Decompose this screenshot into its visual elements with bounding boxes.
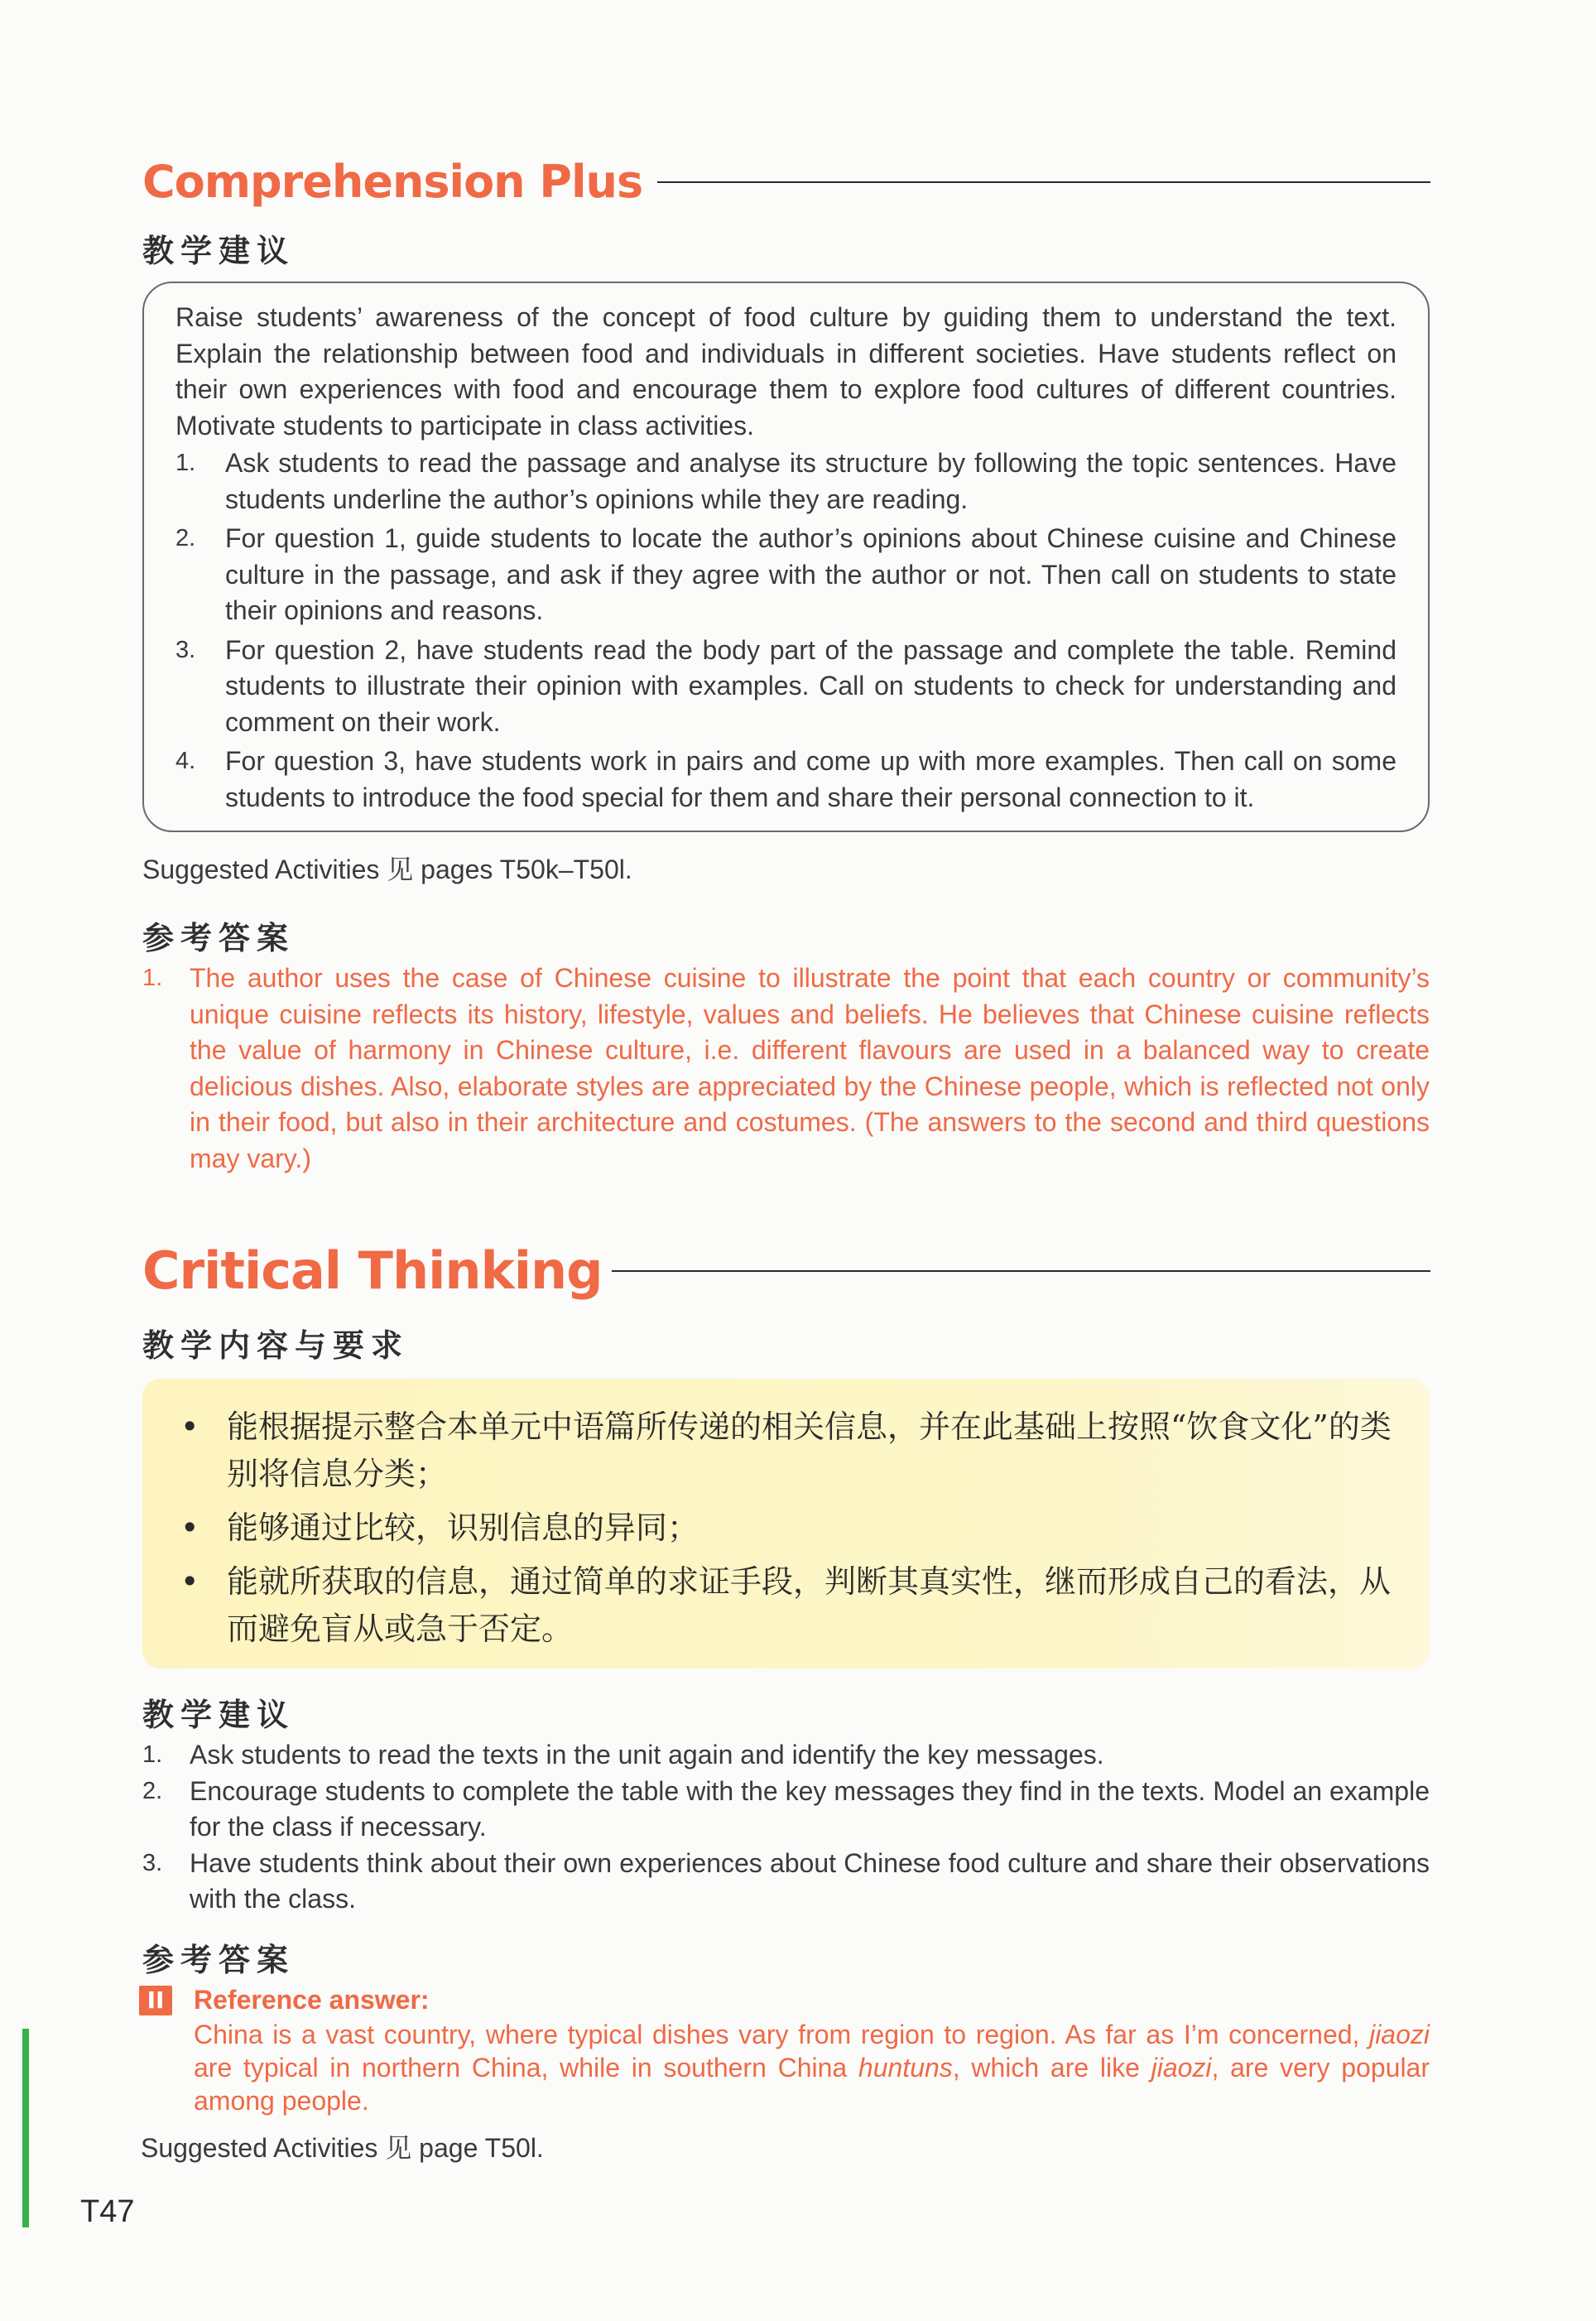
step-item: 2. Encourage students to complete the table with the key messages they find in the texts. Model an example for the class if necessary. [142, 1775, 1430, 1842]
critical-thinking-header [142, 1240, 1430, 1301]
requirement-item: • 能够通过比较，识别信息的异同； [180, 1510, 699, 1546]
margin-tab-marker [22, 2029, 29, 2227]
intro-paragraph: Raise students’ awareness of the concept of food culture by guiding them to understand the text. Explain the relationship between food and individuals in different societies. Have students reflect on their own experiences with food and encourage them to explore food cultures of different countries. Motivate students to participate in class activities. [175, 302, 1396, 441]
reference-answer [142, 961, 1430, 1177]
requirement-item: • 能就所获取的信息，通过简单的求证手段，判断其真实性，继而形成自己的看法，从而避免盲从或急于否定。 [180, 1563, 1392, 1647]
reference-answer-header [139, 1985, 430, 2015]
section-two-icon: II [139, 1986, 172, 2015]
reference-answers-heading-2: 参考答案 [142, 1942, 296, 1978]
suggested-activities: Suggested Activities 见 pages T50k–T50l. [142, 855, 632, 884]
step-item: 1. Ask students to read the passage and analyse its structure by following the topic sentences. Have students underline the author’s opinions while they are reading. [175, 448, 1396, 514]
step-item: 3. Have students think about their own experiences about Chinese food culture and share their observations with the class. [142, 1847, 1430, 1914]
reference-answer-label: Reference answer: [194, 1985, 430, 2015]
content-requirements-heading: 教学内容与要求 [142, 1327, 410, 1364]
requirement-item: • 能根据提示整合本单元中语篇所传递的相关信息，并在此基础上按照“饮食文化”的类别将信息分类； [180, 1408, 1392, 1492]
answer-text: The author uses the case of Chinese cuisine to illustrate the point that each country or community’s unique cuisine reflects its history, lifestyle, values and beliefs. He believes that Chinese cuisine reflects the value of harmony in Chinese culture, i.e. different flavours are used in a balanced way to create delicious dishes. Also, elaborate styles are appreciated by the Chinese people, which is reflected not only in their food, but also in their architecture and costumes. (The answers to the second and third questions may vary.) [190, 963, 1430, 1173]
requirements-list [175, 1404, 1396, 1653]
teaching-suggestions-box [142, 282, 1430, 832]
comprehension-header [142, 156, 1430, 208]
suggested-activities-2: Suggested Activities 见 page T50l. [141, 2133, 544, 2163]
reference-answer-text: China is a vast country, where typical dishes vary from region to region. As far as I’m concerned, jiaozi are typical in northern China, while in southern China huntuns, which are like jiaozi, are very popular among people. [194, 2020, 1430, 2116]
steps-list [175, 445, 1396, 816]
step-item: 3. For question 2, have students read the body part of the passage and complete the table. Remind students to illustrate their opinion with examples. Call on students to check for understanding and comment on their work. [175, 634, 1396, 737]
section-title-critical: Critical Thinking [142, 1240, 603, 1301]
section-rule [657, 181, 1430, 183]
page-number: T47 [80, 2194, 135, 2229]
critical-steps-list [142, 1737, 1430, 1918]
teaching-suggestions-heading-2: 教学建议 [142, 1697, 296, 1733]
section-rule [612, 1270, 1430, 1272]
requirements-box [142, 1379, 1430, 1669]
reference-answers-heading: 参考答案 [142, 920, 296, 956]
step-item: 4. For question 3, have students work in pairs and come up with more examples. Then call on some students to introduce the food special for them and share their personal connection to it. [175, 746, 1396, 812]
step-item: 2. For question 1, guide students to locate the author’s opinions about Chinese cuisine and Chinese culture in the passage, and ask if they agree with the author or not. Then call on students to state their opinions and reasons. [175, 523, 1396, 625]
step-item: 1. Ask students to read the texts in the unit again and identify the key messages. [142, 1740, 1104, 1770]
teaching-suggestions-heading: 教学建议 [142, 233, 296, 269]
section-title-comprehension: Comprehension Plus [142, 156, 643, 208]
answer-number: 1. [142, 965, 163, 991]
